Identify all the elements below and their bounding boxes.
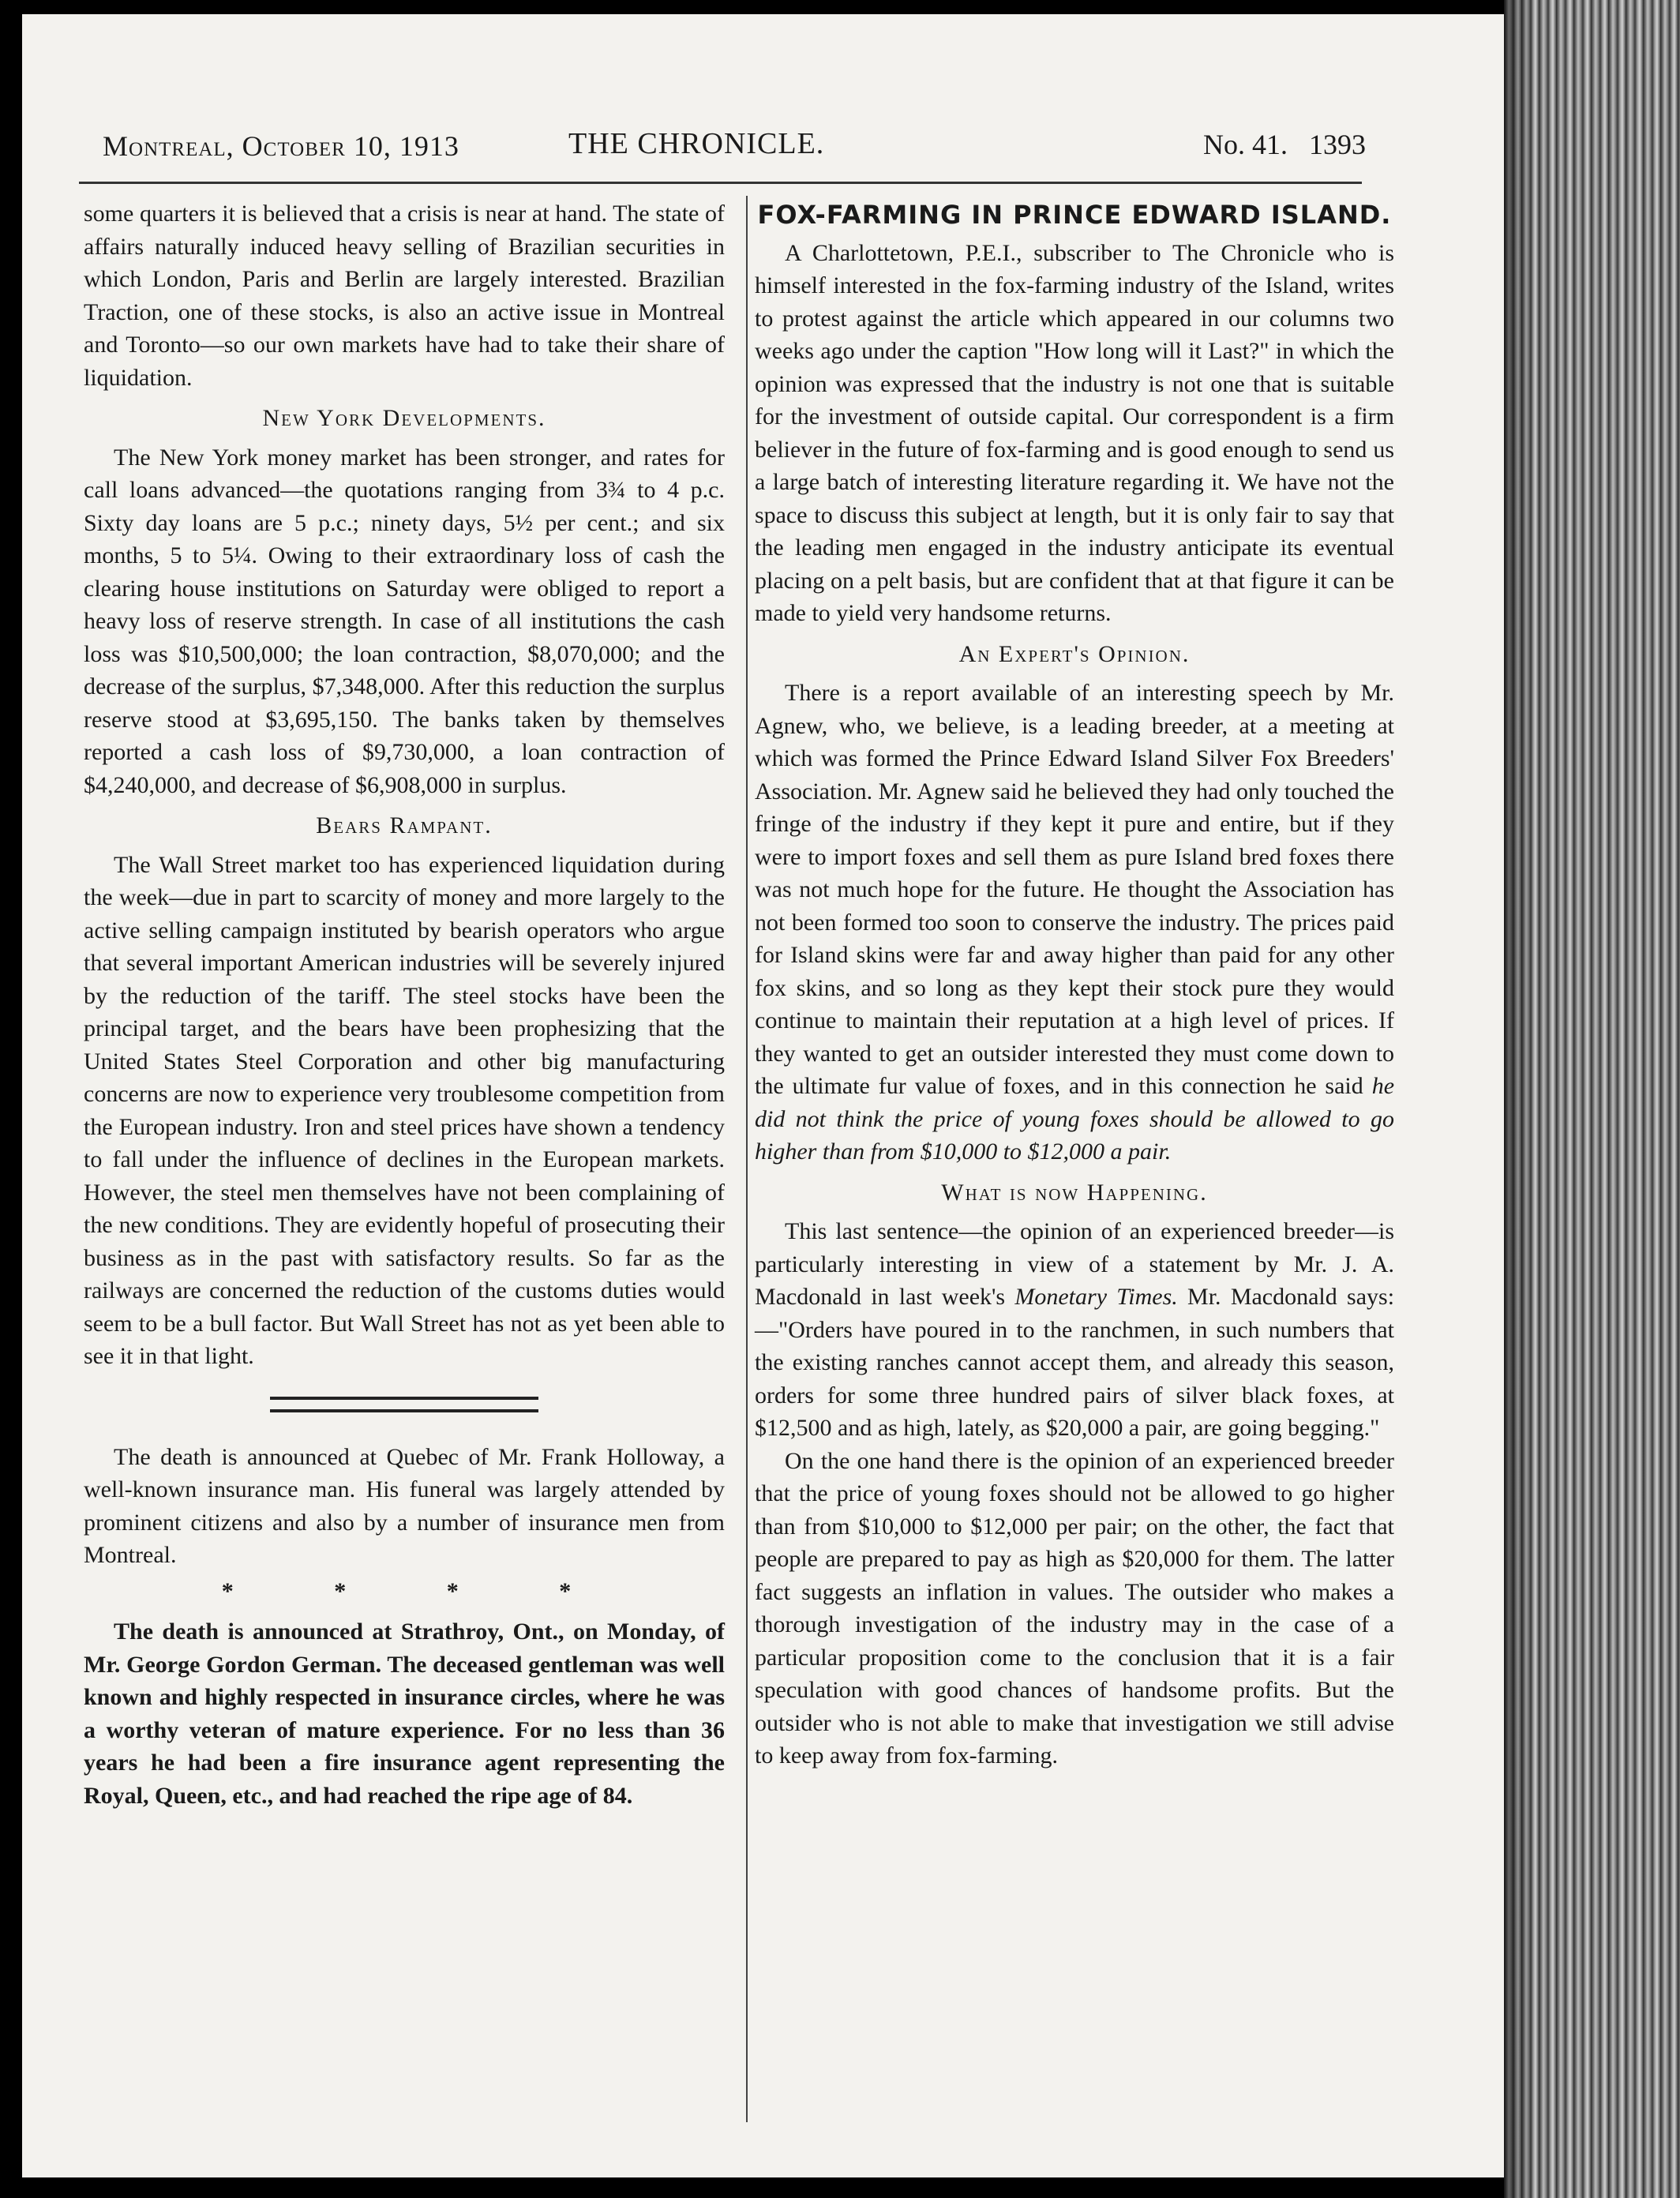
article-title: FOX-FARMING IN PRINCE EDWARD ISLAND. [757, 200, 1392, 230]
paragraph [755, 677, 1394, 1168]
star-separator: * * * * [221, 1577, 619, 1604]
paragraph [755, 1215, 1394, 1445]
paragraph: The Wall Street market too has experienced liquidation during the week—due in part to scarcity of money and more largely to the active selling campaign instituted by bearish operators who argue that several important American industries will be severely injured by the reduction of the tariff. The steel stocks have been the principal target, and the bears have been prophesizing that the United States Steel Corporation and other big manufacturing concerns are now to experience very troublesome competition from the European industry. Iron and steel prices have shown a tendency to fall under the influence of declines in the European markets. However, the steel men themselves have not been complaining of the new conditions. They are evidently hopeful of prosecuting their business as in the past with satisfactory results. So far as the railways are concerned the reduction of the customs duties would seem to be a bull factor. But Wall Street has not as yet been able to see it in that light. [84, 851, 725, 1369]
header-date: Montreal, October 10, 1913 [103, 130, 459, 162]
paragraph-obituary: The death is announced at Strathroy, Ont., on Monday, of Mr. George Gordon German. The deceased gentleman was well known and highly respected in insurance circles, where he was a worthy veteran of mature experience. For no less than 36 years he had been a fire insurance agent representing the Royal, Queen, etc., and had reached the ripe age of 84. [84, 1618, 725, 1809]
left-column [84, 197, 725, 1812]
paragraph-obituary: The death is announced at Quebec of Mr. Frank Holloway, a well-known insurance man. His funeral was largely attended by prominent citizens and also by a number of insurance men from Montreal. [84, 1443, 725, 1568]
paragraph: some quarters it is believed that a crisis is near at hand. The state of affairs naturally induced heavy selling of Brazilian securities in which London, Paris and Berlin are largely interested. Brazilian Traction, one of these stocks, is also an active issue in Montreal and Toronto—so our own markets have had to take their share of liquidation. [84, 201, 725, 391]
quote-italic: he did not think the price of young foxes should be allowed to go higher than from $10,000 to $12,000 a pair. [755, 1073, 1395, 1165]
header-rule [79, 182, 1362, 184]
newspaper-page [22, 14, 1514, 2177]
header-number: No. 41. [1203, 129, 1288, 160]
section-divider [270, 1397, 538, 1412]
header-issue [1203, 128, 1366, 161]
subheading-what-is-now-happening: What is now Happening. [941, 1179, 1208, 1206]
subheading-bears-rampant: Bears Rampant. [316, 812, 493, 838]
right-column [755, 197, 1394, 1772]
subheading-new-york-developments: New York Developments. [262, 405, 546, 431]
paragraph-text: There is a report available of an interesting speech by Mr. Agnew, who, we believe, is a leading breeder, at a meeting at which was formed the Prince Edward Island Silver Fox Breeders' Association. Mr. Agnew said he believed they had only touched the fringe of the industry if they kept it pure and entire, but if they were to import foxes and sell them as pure Island bred foxes there was not much hope for the future. He thought the Association has not been formed too soon to conserve the industry. The prices paid for Island skins were far and away higher than paid for any other fox skins, and so long as they kept their stock pure they would continue to maintain their reputation at a high level of prices. If they wanted to get an outsider interested they must come down to the ultimate fur value of foxes, and in this connection he said [755, 680, 1394, 1099]
publication-name: Monetary Times. [1014, 1284, 1178, 1310]
paragraph-text: Mr. Macdonald says:—"Orders have poured in to the ranchmen, in such numbers that the existing ranches cannot accept them, and already this season, orders for some three hundred pairs of silver black foxes, at $12,500 and as high, lately, as $20,000 a pair, are going begging." [755, 1284, 1395, 1441]
paragraph: The New York money market has been stronger, and rates for call loans advanced—the quotations ranging from 3¾ to 4 p.c. Sixty day loans are 5 p.c.; ninety days, 5½ per cent.; and six months, 5 to 5¼. Owing to their extraordinary loss of cash the clearing house institutions on Saturday were obliged to report a heavy loss of reserve strength. In case of all institutions the cash loss was $10,500,000; the loan contraction, $8,070,000; and the decrease of the surplus, $7,348,000. After this reduction the surplus reserve stood at $3,695,150. The banks taken by themselves reported a cash loss of $9,730,000, a loan contraction of $4,240,000, and decrease of $6,908,000 in surplus. [84, 444, 725, 798]
paragraph: A Charlottetown, P.E.I., subscriber to The Chronicle who is himself interested in the fox-farming industry of the Island, writes to protest against the article which appeared in our columns two weeks ago under the caption "How long will it Last?" in which the opinion was expressed that the industry is not one that is suitable for the investment of outside capital. Our correspondent is a firm believer in the future of fox-farming and is good enough to send us a large batch of interesting literature regarding it. We have not the space to discuss this subject at length, but it is only fair to say that the leading men engaged in the industry anticipate its eventual placing on a pelt basis, but are confident that at that figure it can be made to yield very handsome returns. [755, 239, 1394, 626]
paragraph-text: This last sentence—the opinion of an experienced breeder—is particularly interesting in view of a statement by Mr. J. A. Macdonald in last week's [755, 1218, 1394, 1310]
column-divider [746, 196, 748, 2122]
header-page-number: 1393 [1309, 129, 1366, 160]
book-page-edges [1504, 0, 1680, 2198]
paragraph-conclusion: On the one hand there is the opinion of an experienced breeder that the price of young foxes should not be allowed to go higher than from $10,000 to $12,000 per pair; on the other, the fact that people are prepared to pay as high as $20,000 for them. The latter fact suggests an inflation in values. The outsider who makes a thorough investigation of the industry may in the case of a particular proposition come to the conclusion that it is a fair speculation with good chances of handsome profits. But the outsider who is not able to make that investigation we still advise to keep away from fox-farming. [755, 1447, 1394, 1769]
header-title: THE CHRONICLE. [568, 127, 825, 160]
running-head [71, 118, 1366, 166]
subheading-experts-opinion: An Expert's Opinion. [958, 640, 1191, 667]
